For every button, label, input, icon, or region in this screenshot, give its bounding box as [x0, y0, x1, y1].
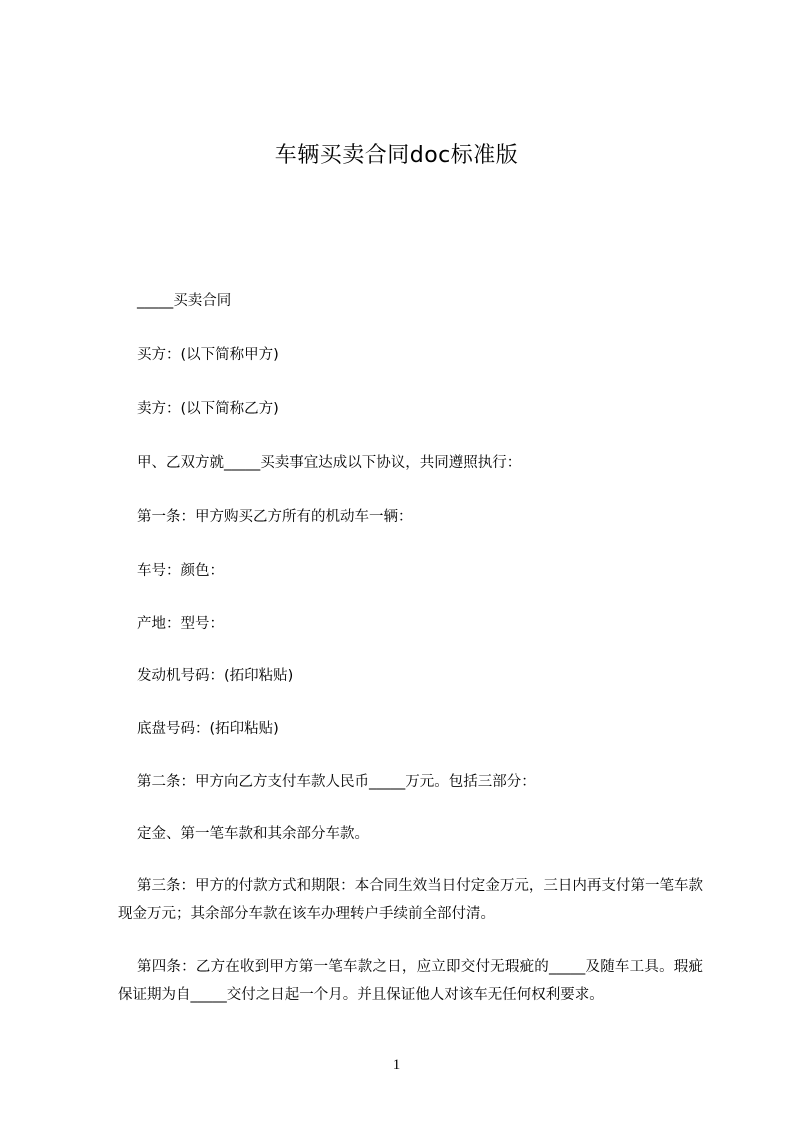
agreement-intro: 甲、乙双方就_____买卖事宜达成以下协议，共同遵照执行： — [137, 455, 522, 471]
article-4: 第四条：乙方在收到甲方第一笔车款之日，应立即交付无瑕疵的_____及随车工具。瑕疵保证期为自_____交付之日起一个月。并且保证他人对该车无任何权利要求。 — [118, 959, 703, 1003]
page-number: 1 — [392, 1057, 401, 1073]
article-2: 第二条：甲方向乙方支付车款人民币_____万元。包括三部分： — [137, 774, 536, 790]
origin-model-line: 产地：型号： — [137, 616, 224, 632]
chassis-number-line: 底盘号码：(拓印粘贴) — [137, 721, 279, 737]
plate-color-line: 车号：颜色： — [137, 563, 224, 579]
seller-line: 卖方：(以下简称乙方) — [137, 401, 279, 417]
buyer-line: 买方：(以下简称甲方) — [137, 347, 279, 363]
document-title: 车辆买卖合同doc标准版 — [274, 143, 519, 168]
engine-number-line: 发动机号码：(拓印粘贴) — [137, 668, 294, 684]
article-2-continued: 定金、第一笔车款和其余部分车款。 — [137, 826, 369, 842]
contract-heading: _____买卖合同 — [137, 293, 232, 309]
article-1: 第一条：甲方购买乙方所有的机动车一辆： — [137, 509, 413, 525]
article-3: 第三条：甲方的付款方式和期限：本合同生效当日付定金万元，三日内再支付第一笔车款现金万元；其余部分车款在该车办理转户手续前全部付清。 — [118, 878, 703, 922]
